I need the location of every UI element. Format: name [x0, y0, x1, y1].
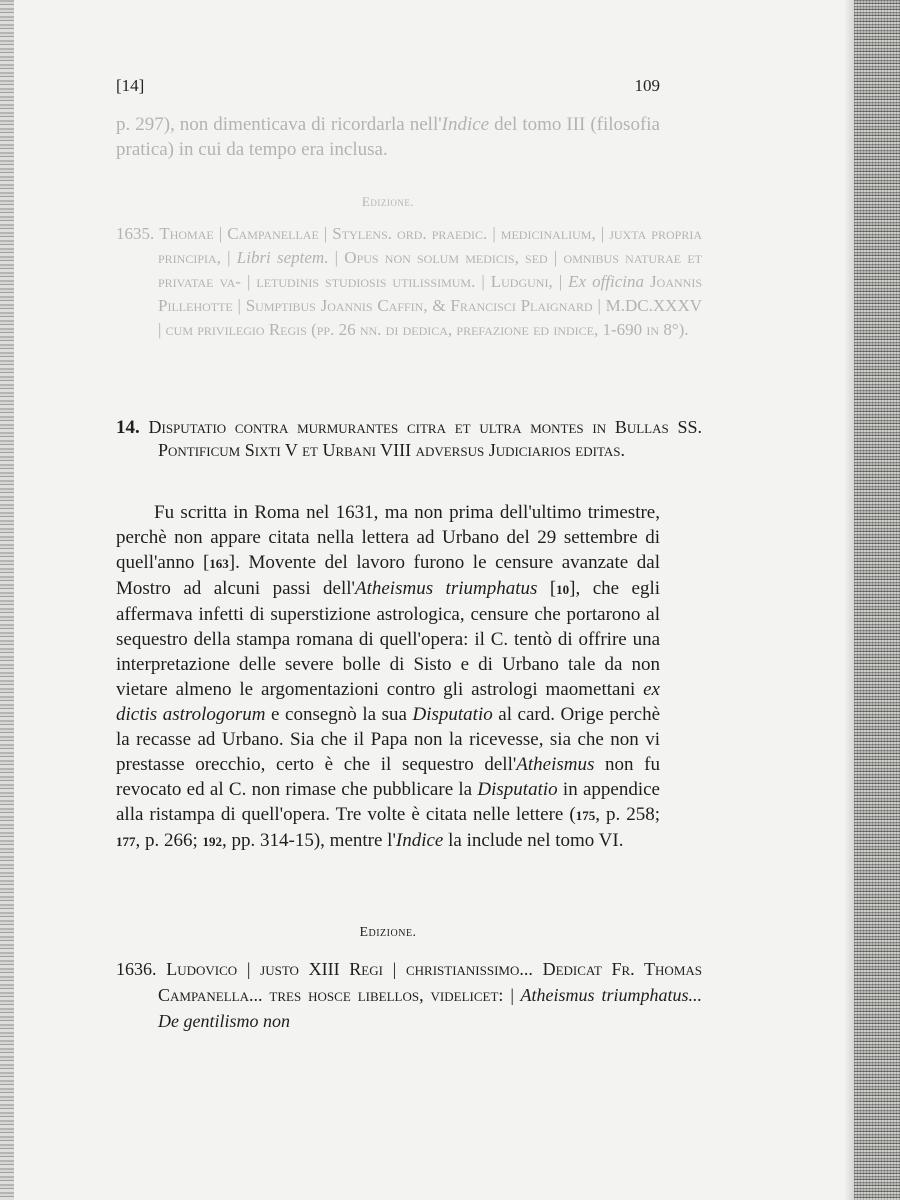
body-text: , p. 266;	[135, 830, 203, 851]
letter-ref: 175	[575, 808, 596, 823]
edition-year: 1635.	[116, 224, 155, 243]
faded-text-end: del tomo III (filosofia pratica) in cui da tempo era inclusa.	[116, 114, 660, 160]
faded-paragraph	[116, 112, 660, 162]
body-text: Fu scritta in Roma nel 1631, ma non prima dell'ultimo trimestre, perchè non appare citata nella lettera ad Urbano del 29 settembre di quell'anno [	[116, 502, 660, 573]
edition-italic-2: Ex officina	[562, 272, 651, 291]
body-italic: Disputatio	[477, 779, 558, 800]
edition-italic-1: Libri septem.	[230, 248, 335, 267]
entry-title	[116, 416, 702, 462]
edition-year: 1636.	[116, 959, 157, 979]
edition-heading: Edizione.	[359, 925, 417, 940]
body-text: ]. Movente del lavoro furono le censure avanzate dal Mostro ad alcuni passi dell'	[116, 552, 660, 599]
edition-text-1: Thomae | Campanellae | Stylens. ord. praedic. | medicinalium, | juxta propria principia, |	[158, 224, 702, 267]
running-head	[116, 76, 660, 96]
letter-ref: 177	[116, 834, 136, 849]
edition-italic: Atheismus triumphatus... De gentilismo non	[158, 985, 702, 1031]
scan-edge-left	[0, 0, 14, 1200]
entry-title-text: Disputatio contra murmurantes citra et ultra montes in Bullas SS. Pontificum Sixti V et Urbani VIII adversus Judiciarios editas.	[148, 417, 703, 460]
letter-ref: 10	[556, 582, 570, 597]
body-text: , p. 258;	[595, 804, 660, 825]
body-italic: ex dictis astrologorum	[116, 679, 660, 725]
edition-heading-faded: Edizione.	[361, 194, 415, 209]
letter-ref: 192	[202, 834, 223, 849]
entry-number: 14.	[116, 417, 140, 438]
body-italic: Atheismus	[516, 754, 595, 775]
body-text: in appendice alla ristampa di quell'opera. Tre volte è citata nelle lettere (	[116, 779, 660, 825]
body-text: , pp. 314-15), mentre l'	[222, 830, 396, 851]
body-italic: Indice	[395, 830, 444, 851]
page-number: 109	[634, 76, 660, 95]
entry-body	[116, 500, 660, 854]
faded-italic: Indice	[441, 114, 490, 135]
faded-text: p. 297), non dimenticava di ricordarla nell'	[116, 114, 442, 135]
body-italic: Disputatio	[412, 704, 493, 725]
edition-text: Ludovico | justo XIII Regi | christianissimo... Dedicat Fr. Thomas Campanella... tres hosce libellos, videlicet: |	[158, 959, 702, 1005]
body-text: la include nel tomo VI.	[443, 830, 624, 851]
edition-text-2: | Opus non solum medicis, sed | omnibus naturae et privatae va- | letudinis studiosis utilissimum. | Ludguni, |	[158, 248, 702, 291]
scan-edge-right	[854, 0, 900, 1200]
body-text: e consegnò la sua	[265, 704, 413, 725]
edition-entry-faded	[116, 222, 702, 342]
body-text: non fu revocato ed al C. non rimase che pubblicare la	[116, 754, 661, 800]
body-text: al card. Orige perchè la recasse ad Urbano. Sia che il Papa non la ricevesse, sia che non vi prestasse orecchio, certo è che il sequestro dell'	[116, 704, 661, 775]
edition-entry	[116, 956, 702, 1034]
letter-ref: 163	[209, 556, 229, 571]
body-text: [	[537, 578, 557, 599]
section-marker: [14]	[116, 76, 145, 95]
body-text: ], che egli affermava infetti di superstizione astrologica, censure che portarono al sequestro della stampa romana di quell'opera: il C. tentò di offrire una interpretazione delle severe bolle di Sisto e di Urbano tale da non vietare almeno le argomentazioni contro gli astrologi maomettani	[116, 578, 661, 700]
body-italic: Atheismus triumphatus	[354, 578, 538, 599]
edition-text-3: Joannis Pillehotte | Sumptibus Joannis Caffin, & Francisci Plaignard | M.DC.XXXV | cum privilegio Regis (pp. 26 nn. di dedica, prefazione ed indice, 1-690 in 8°).	[158, 272, 702, 339]
